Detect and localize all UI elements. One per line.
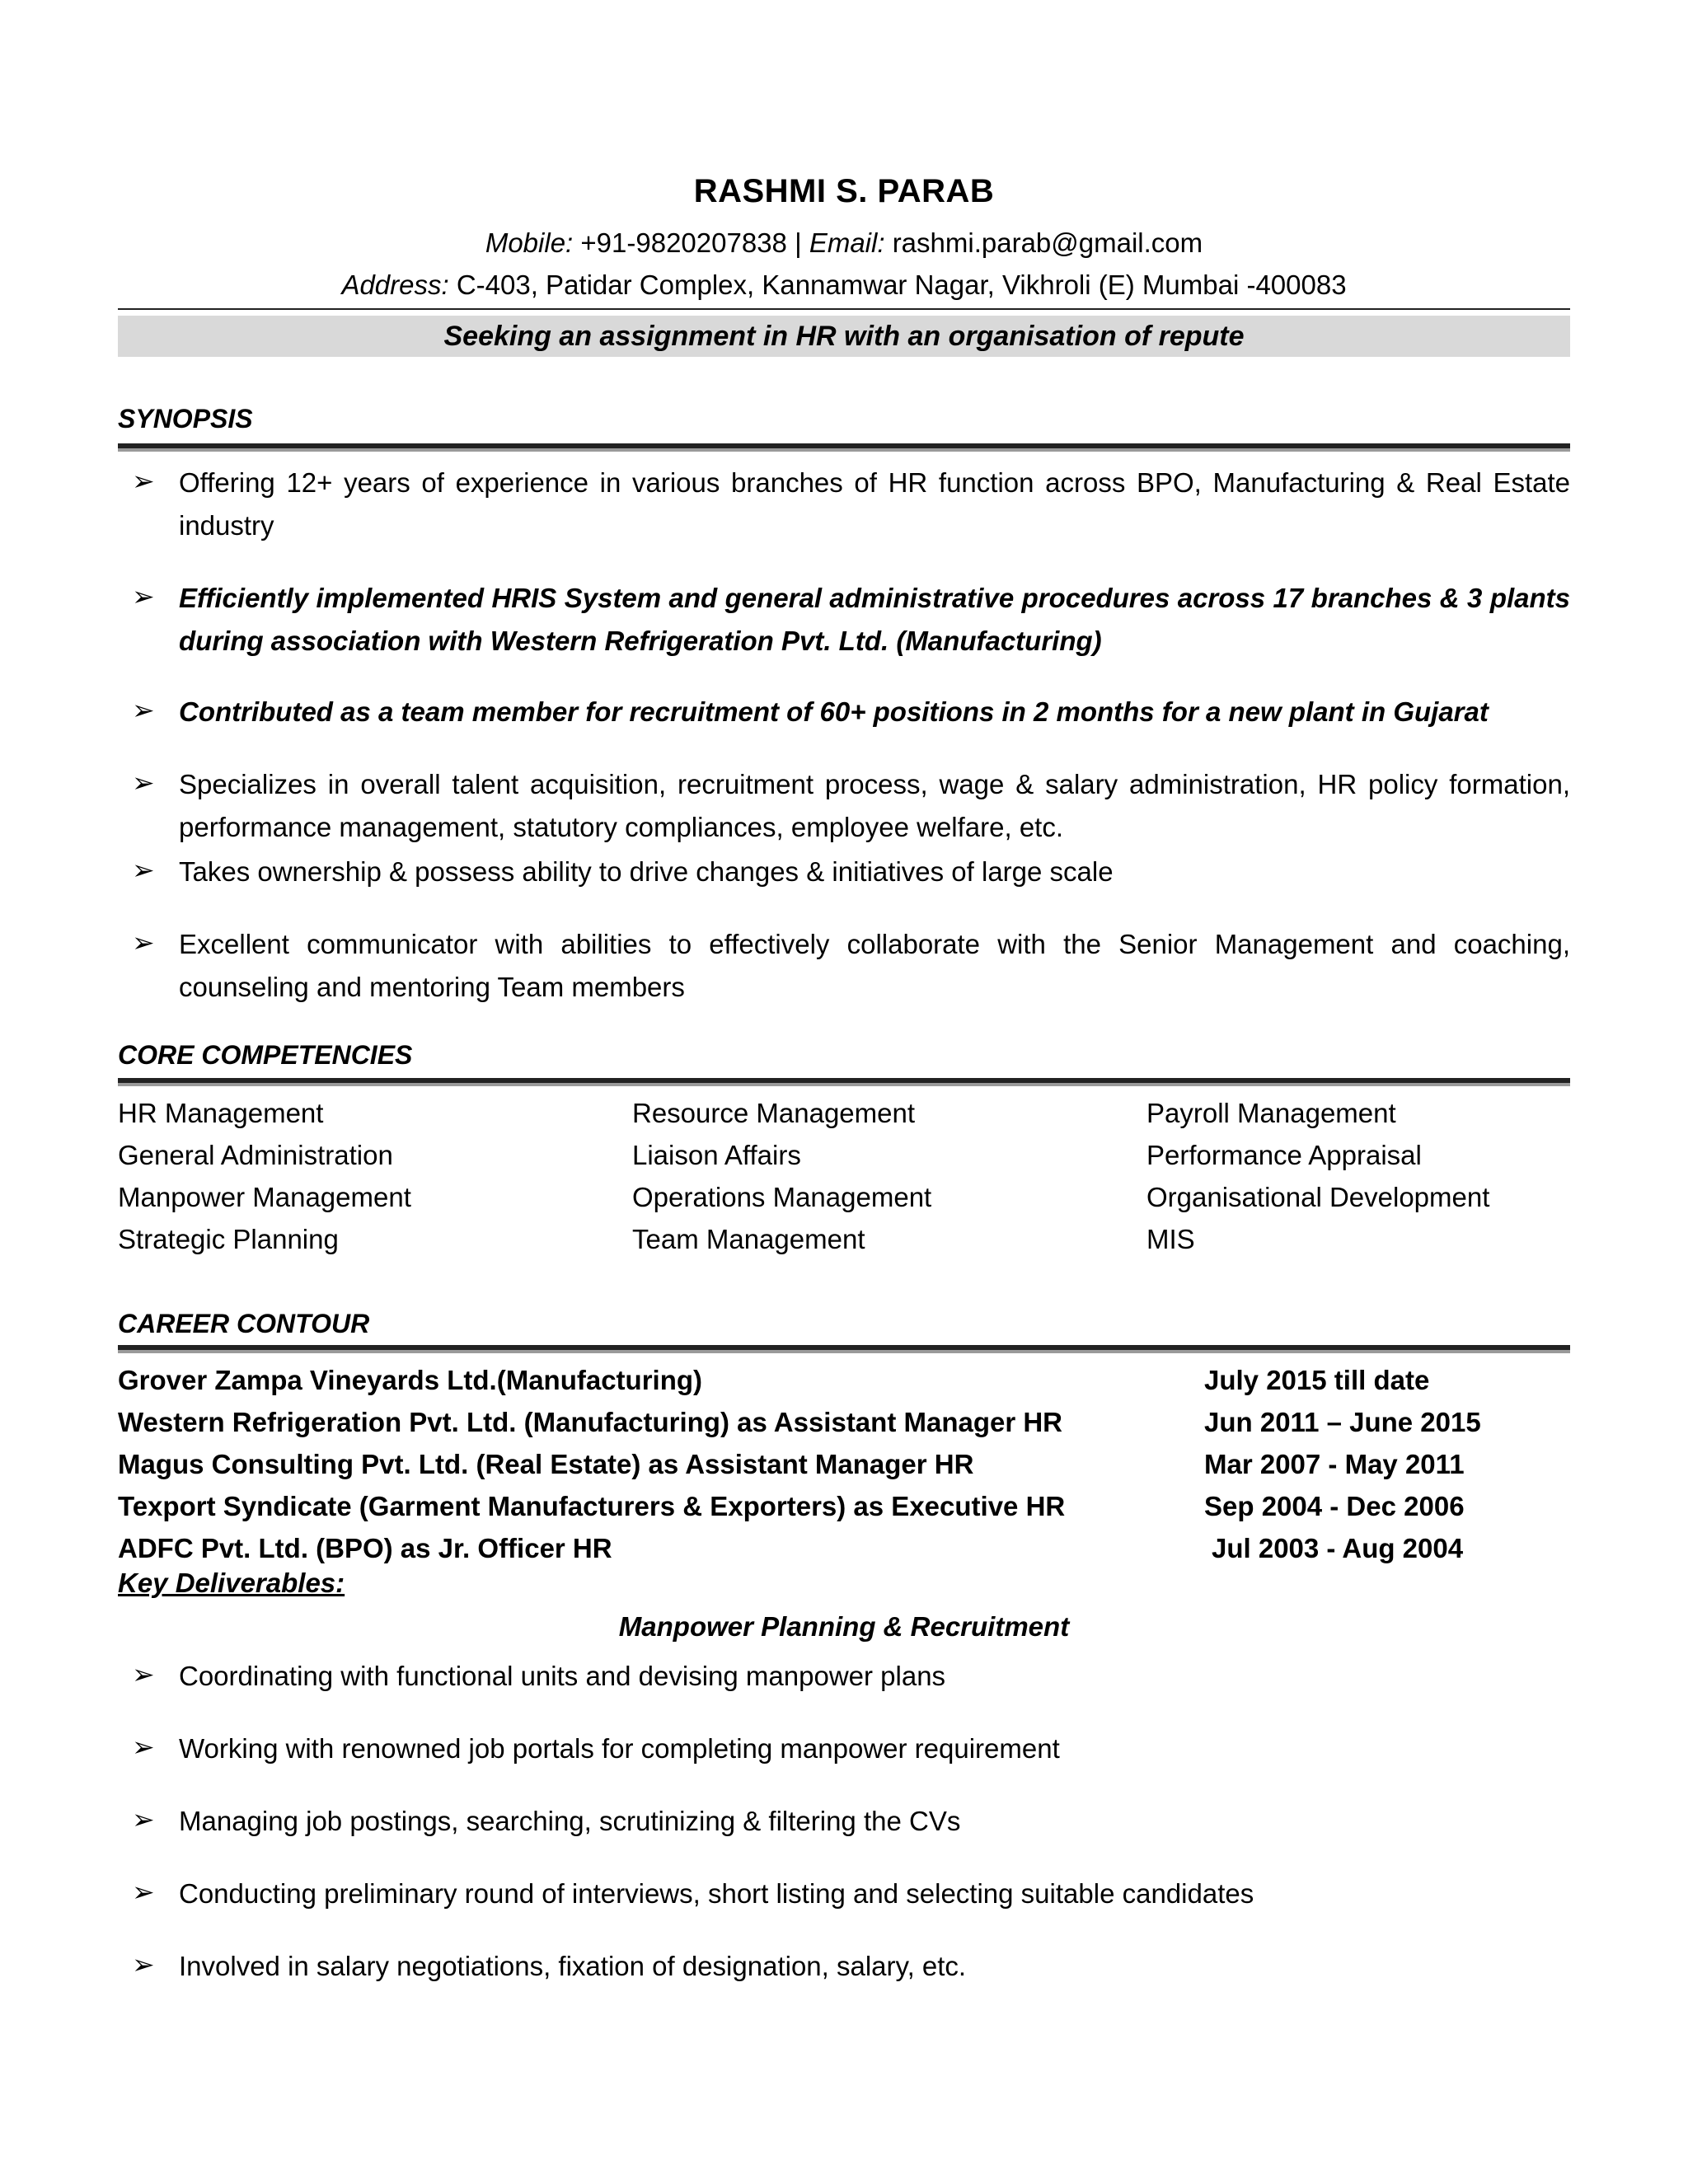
bullet-arrow-icon: ➢ [132, 1949, 155, 1980]
synopsis-item: Offering 12+ years of experience in various branches of HR function across BPO, Manufacturing & Real Estate industry [179, 467, 1570, 541]
job-org: Western Refrigeration Pvt. Ltd. (Manufacturing) as Assistant Manager HR [118, 1407, 1063, 1437]
address-line [0, 269, 1688, 301]
competency-item: Team Management [632, 1224, 865, 1254]
job-org: ADFC Pvt. Ltd. (BPO) as Jr. Officer HR [118, 1533, 612, 1563]
bullet-arrow-icon: ➢ [132, 581, 155, 612]
bullet-arrow-icon: ➢ [132, 1804, 155, 1835]
deliverable-item: Coordinating with functional units and devising manpower plans [179, 1661, 946, 1691]
competency-item: Performance Appraisal [1146, 1140, 1422, 1170]
competency-item: Liaison Affairs [632, 1140, 801, 1170]
job-dates: Sep 2004 - Dec 2006 [1204, 1491, 1465, 1521]
job-dates: July 2015 till date [1204, 1365, 1430, 1395]
key-deliverables-label: Key Deliverables: [118, 1568, 345, 1598]
job-dates: Jul 2003 - Aug 2004 [1212, 1533, 1464, 1563]
synopsis-heading: SYNOPSIS [118, 404, 253, 434]
address-value: C-403, Patidar Complex, Kannamwar Nagar, Vikhroli (E) Mumbai -400083 [456, 269, 1347, 300]
job-org: Texport Syndicate (Garment Manufacturers & Exporters) as Executive HR [118, 1491, 1066, 1521]
competencies-rule [118, 1078, 1570, 1086]
email-label: Email: [809, 227, 885, 258]
career-heading: CAREER CONTOUR [118, 1309, 370, 1338]
synopsis-item: Specializes in overall talent acquisition, recruitment process, wage & salary administration, HR policy formation, performance management, statutory compliances, employee welfare, etc. [179, 769, 1570, 842]
bullet-arrow-icon: ➢ [132, 767, 155, 798]
bullet-arrow-icon: ➢ [132, 1659, 155, 1690]
candidate-name: RASHMI S. PARAB [693, 173, 995, 209]
address-label: Address: [341, 269, 449, 300]
competency-item: Operations Management [632, 1182, 932, 1212]
bullet-arrow-icon: ➢ [132, 466, 155, 496]
contact-separator: | [795, 227, 802, 258]
competency-item: Strategic Planning [118, 1224, 339, 1254]
bullet-arrow-icon: ➢ [132, 1877, 155, 1907]
email-address: rashmi.parab@gmail.com [892, 227, 1203, 258]
deliverable-item: Conducting preliminary round of interviews, short listing and selecting suitable candidates [179, 1878, 1254, 1909]
competency-item: HR Management [118, 1098, 324, 1128]
deliverables-subheading: Manpower Planning & Recruitment [618, 1611, 1070, 1642]
deliverable-item: Involved in salary negotiations, fixation of designation, salary, etc. [179, 1951, 967, 1981]
synopsis-rule [118, 443, 1570, 452]
header-divider [118, 308, 1570, 310]
deliverable-item: Managing job postings, searching, scrutinizing & filtering the CVs [179, 1806, 961, 1836]
synopsis-item: Takes ownership & possess ability to drive changes & initiatives of large scale [179, 856, 1114, 887]
objective-banner: Seeking an assignment in HR with an organisation of repute [118, 316, 1570, 357]
synopsis-item: Efficiently implemented HRIS System and general administrative procedures across 17 branches & 3 plants during association with Western Refrigeration Pvt. Ltd. (Manufacturing) [179, 583, 1570, 656]
bullet-arrow-icon: ➢ [132, 1732, 155, 1762]
deliverable-item: Working with renowned job portals for completing manpower requirement [179, 1733, 1060, 1764]
synopsis-item: Contributed as a team member for recruitment of 60+ positions in 2 months for a new plant in Gujarat [179, 696, 1489, 727]
bullet-arrow-icon: ➢ [132, 855, 155, 885]
competency-item: Manpower Management [118, 1182, 411, 1212]
competencies-heading: CORE COMPETENCIES [118, 1040, 413, 1070]
synopsis-item: Excellent communicator with abilities to effectively collaborate with the Senior Management and coaching, counseling and mentoring Team members [179, 929, 1570, 1002]
job-org: Grover Zampa Vineyards Ltd.(Manufacturing) [118, 1365, 703, 1395]
bullet-arrow-icon: ➢ [132, 927, 155, 958]
competency-item: Payroll Management [1146, 1098, 1396, 1128]
job-dates: Jun 2011 – June 2015 [1204, 1407, 1481, 1437]
job-dates: Mar 2007 - May 2011 [1204, 1449, 1465, 1479]
competency-item: Resource Management [632, 1098, 916, 1128]
contact-line [0, 227, 1688, 259]
career-rule [118, 1345, 1570, 1353]
competency-item: General Administration [118, 1140, 393, 1170]
bullet-arrow-icon: ➢ [132, 695, 155, 725]
competency-item: MIS [1146, 1224, 1195, 1254]
mobile-number: +91-9820207838 [580, 227, 787, 258]
mobile-label: Mobile: [485, 227, 574, 258]
competency-item: Organisational Development [1146, 1182, 1490, 1212]
job-org: Magus Consulting Pvt. Ltd. (Real Estate) as Assistant Manager HR [118, 1449, 974, 1479]
